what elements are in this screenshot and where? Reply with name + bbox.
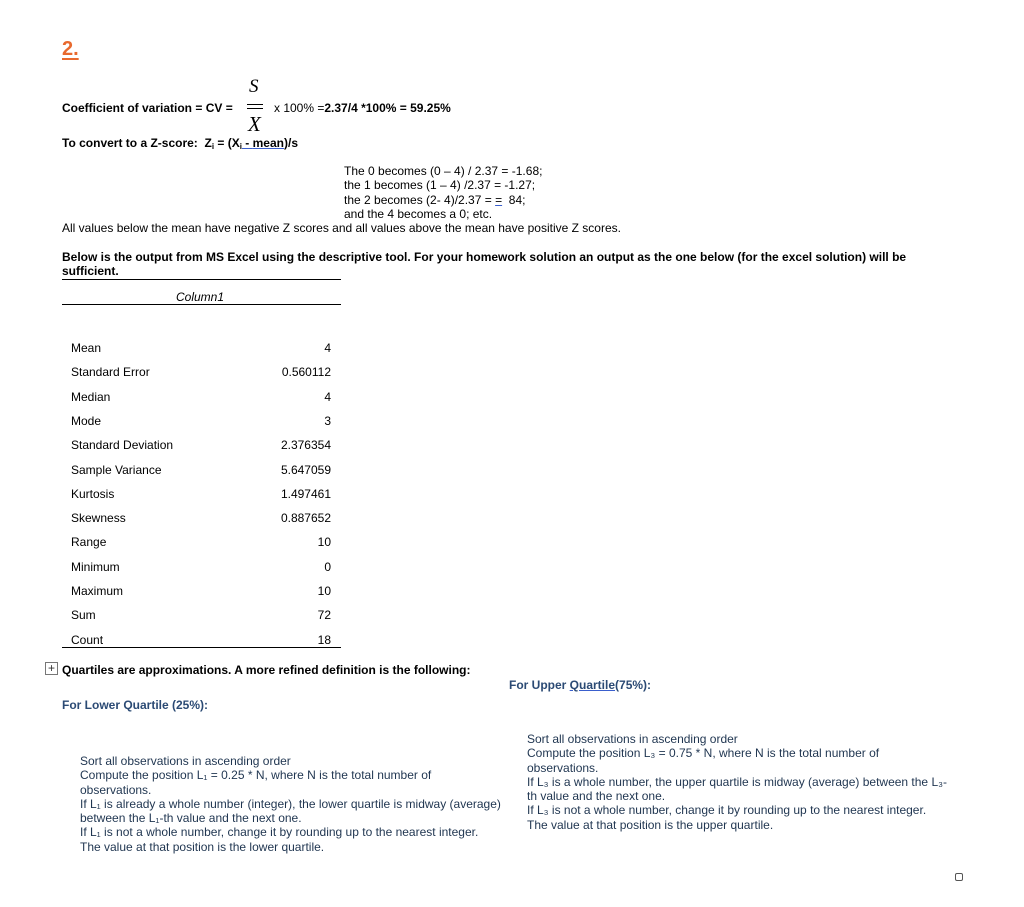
fraction-bar-double [247,108,263,109]
table-row-label: Sum [71,608,96,622]
table-row-label: Maximum [71,584,124,598]
divider-line [62,279,341,280]
resize-box-icon[interactable] [955,873,963,881]
table-row-label: Range [71,535,107,549]
table-row-value: 72 [317,608,331,622]
table-row-label: Standard Deviation [71,438,174,452]
zscore-line: To convert to a Z-score: $Z_i = (X_i$ - mean)/s [62,136,299,151]
table-row-value: 1.497461 [280,487,331,501]
quartiles-note: Quartiles are approximations. A more refined definition is the following: [62,663,471,677]
upper-line-4: The value at that position is the upper quartile. [527,817,774,832]
upper-line-1: Compute the position L₃ = 0.75 * N, where N is the total number of observations. [527,746,880,775]
table-row-value: 3 [324,414,331,428]
table-header: Column1 [176,290,225,304]
cv-numerator: S [249,76,259,97]
excel-note: Below is the output from MS Excel using the descriptive tool. For your homework solution an output as the one below (for the excel solution) will be sufficient. [62,250,907,278]
lower-line-4: The value at that position is the lower quartile. [80,839,325,854]
table-row-value: 0.887652 [280,511,331,525]
move-handle-icon[interactable]: + [45,662,58,675]
lower-quartile-text [80,754,505,854]
lower-line-2: If L₁ is already a whole number (integer), the lower quartile is midway (average) between the L₁-th value and the next one. [80,796,501,826]
lower-line-0: Sort all observations in ascending order [80,754,291,768]
table-row-value: 18 [317,633,331,647]
upper-quartile-text [527,732,952,832]
table-row-label: Minimum [71,560,120,574]
lower-line-1: Compute the position L₁ = 0.25 * N, where N is the total number of observations. [80,768,432,797]
example-line-1: the 1 becomes (1 – 4) /2.37 = -1.27; [344,178,536,192]
table-row-value: 4 [324,341,331,355]
upper-line-2: If L₃ is a whole number, the upper quartile is midway (average) between the L₃-th value and the next one. [527,774,947,804]
table-row-label: Mean [71,341,102,355]
table-header-rule [62,304,341,305]
table-row-label: Standard Error [71,365,150,379]
upper-quartile-heading: For Upper Quartile(75%): [509,678,652,692]
table-row-value: 2.376354 [280,438,331,452]
table-row-value: 0 [324,560,331,574]
table-row-value: 0.560112 [281,365,331,379]
cv-formula-tail: x 100% =2.37/4 *100% = 59.25% [274,101,451,115]
cv-denominator: X [248,112,261,136]
table-row-value: 5.647059 [280,463,331,477]
table-bottom-rule [62,647,341,648]
table-row-label: Kurtosis [71,487,115,501]
example-line-3: and the 4 becomes a 0; etc. [344,207,493,221]
table-row-value: 10 [317,584,331,598]
lower-line-3: If L₁ is not a whole number, change it by rounding up to the nearest integer. [80,825,479,840]
table-row-label: Mode [71,414,102,428]
section-number: 2. [62,38,79,60]
table-row-value: 10 [317,535,331,549]
table-row-label: Count [71,633,104,647]
example-line-2: the 2 becomes (2- 4)/2.37 = = 84; [344,193,526,207]
lower-quartile-heading: For Lower Quartile (25%): [62,698,209,712]
table-row-label: Sample Variance [71,463,162,477]
table-row-label: Median [71,390,111,404]
table-row-value: 4 [324,390,331,404]
upper-line-3: If L₃ is not a whole number, change it by rounding up to the nearest integer. [527,803,927,818]
example-line-0: The 0 becomes (0 – 4) / 2.37 = -1.68; [344,164,543,178]
table-row-label: Skewness [71,511,126,525]
all-values-note: All values below the mean have negative Z scores and all values above the mean have positive Z scores. [62,221,621,235]
upper-line-0: Sort all observations in ascending order [527,732,738,746]
fraction-bar [247,104,263,105]
cv-label: Coefficient of variation = CV = [62,101,233,115]
